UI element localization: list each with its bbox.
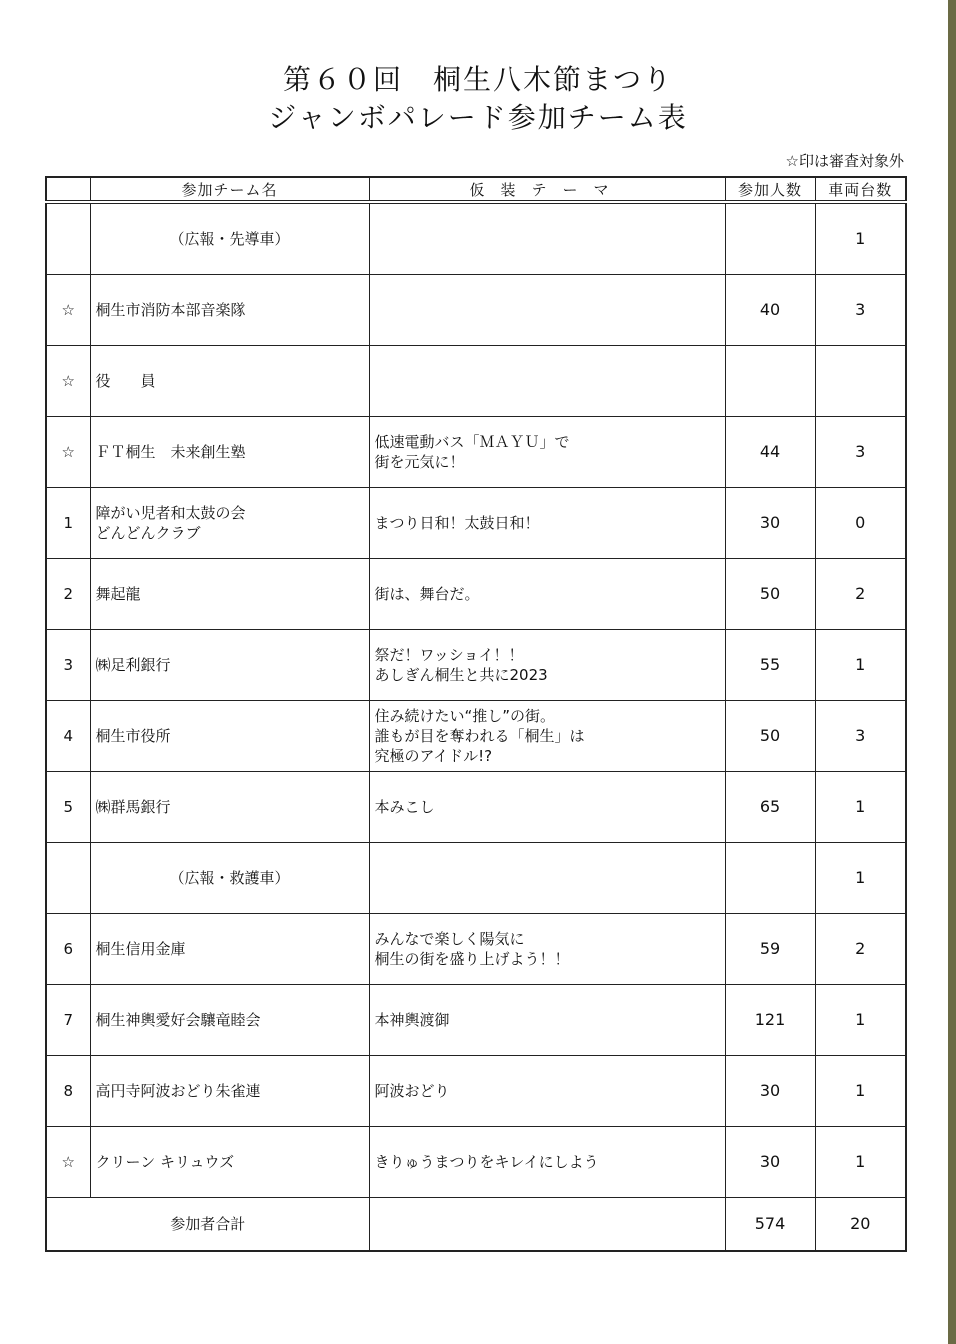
vehicle-count: 2 [815,559,906,630]
document-subtitle: ジャンボパレード参加チーム表 [268,101,688,134]
total-row [46,1198,906,1252]
team-name: 舞起龍 [90,559,369,630]
participant-count: 40 [725,275,815,346]
vehicle-count: 1 [815,202,906,275]
table-row [46,772,906,843]
table-row [46,701,906,772]
vehicle-count: 3 [815,701,906,772]
table-row [46,985,906,1056]
row-number [46,843,90,914]
team-name: 役 員 [90,346,369,417]
row-number: 4 [46,701,90,772]
costume-theme: 阿波おどり [369,1056,725,1127]
costume-theme [369,346,725,417]
row-number: 2 [46,559,90,630]
header-theme: 仮装テーマ [369,177,725,202]
costume-theme: 本みこし [369,772,725,843]
vehicle-count: 0 [815,488,906,559]
row-number: 8 [46,1056,90,1127]
costume-theme [369,202,725,275]
team-name: 高円寺阿波おどり朱雀連 [90,1056,369,1127]
team-name: ㈱群馬銀行 [90,772,369,843]
table-row [46,202,906,275]
participant-count [725,346,815,417]
table-row [46,1056,906,1127]
table-header-row [46,177,906,202]
row-number: ☆ [46,346,90,417]
vehicle-count: 1 [815,985,906,1056]
row-number: 6 [46,914,90,985]
participant-count: 30 [725,1056,815,1127]
vehicle-count: 3 [815,417,906,488]
team-name: 桐生神輿愛好会驤竜睦会 [90,985,369,1056]
row-number: 3 [46,630,90,701]
vehicle-count: 1 [815,630,906,701]
header-team: 参加チーム名 [90,177,369,202]
participant-count: 65 [725,772,815,843]
team-name: 桐生市役所 [90,701,369,772]
costume-theme: 低速電動バス「ＭＡＹＵ」で 街を元気に！ [369,417,725,488]
row-number: ☆ [46,417,90,488]
row-number: 7 [46,985,90,1056]
participant-count: 30 [725,1127,815,1198]
legend-note: ☆印は審査対象外 [785,152,904,170]
row-number [46,202,90,275]
costume-theme [369,843,725,914]
participant-count [725,843,815,914]
table-row [46,488,906,559]
participant-count [725,202,815,275]
team-table [45,176,907,1252]
table-body [46,202,906,1198]
team-name: ㈱足利銀行 [90,630,369,701]
total-label: 参加者合計 [46,1198,369,1252]
total-people: 574 [725,1198,815,1252]
table-row [46,843,906,914]
costume-theme: 祭だ！ワッショイ！！ あしぎん桐生と共に2023 [369,630,725,701]
page-edge-border [948,0,956,1344]
row-number: 1 [46,488,90,559]
team-name: 障がい児者和太鼓の会 どんどんクラブ [90,488,369,559]
table-row [46,914,906,985]
costume-theme: 本神輿渡御 [369,985,725,1056]
row-number: ☆ [46,275,90,346]
vehicle-count: 1 [815,843,906,914]
participant-count: 50 [725,559,815,630]
participant-count: 50 [725,701,815,772]
vehicle-count [815,346,906,417]
row-number: 5 [46,772,90,843]
table-row [46,275,906,346]
table-row [46,559,906,630]
header-vehicles: 車両台数 [815,177,906,202]
table-row [46,346,906,417]
vehicle-count: 3 [815,275,906,346]
participant-count: 59 [725,914,815,985]
vehicle-count: 1 [815,1056,906,1127]
costume-theme: 住み続けたい“推し”の街。 誰もが目を奪われる「桐生」は 究極のアイドル!? [369,701,725,772]
table-row [46,1127,906,1198]
participant-count: 44 [725,417,815,488]
costume-theme: まつり日和！太鼓日和！ [369,488,725,559]
participant-count: 30 [725,488,815,559]
vehicle-count: 1 [815,772,906,843]
table-row [46,630,906,701]
participant-count: 121 [725,985,815,1056]
costume-theme [369,275,725,346]
vehicle-count: 2 [815,914,906,985]
total-theme [369,1198,725,1252]
header-people: 参加人数 [725,177,815,202]
participant-count: 55 [725,630,815,701]
team-name: 桐生市消防本部音楽隊 [90,275,369,346]
total-vehicles: 20 [815,1198,906,1252]
team-name: 桐生信用金庫 [90,914,369,985]
header-no [46,177,90,202]
vehicle-count: 1 [815,1127,906,1198]
document-title: 第６０回 桐生八木節まつり [282,63,673,96]
team-name: クリーン キリュウズ [90,1127,369,1198]
team-name: ＦＴ桐生 未来創生塾 [90,417,369,488]
team-name: （広報・先導車） [90,202,369,275]
costume-theme: 街は、舞台だ。 [369,559,725,630]
costume-theme: みんなで楽しく陽気に 桐生の街を盛り上げよう！！ [369,914,725,985]
team-name: （広報・救護車） [90,843,369,914]
row-number: ☆ [46,1127,90,1198]
table-row [46,417,906,488]
costume-theme: きりゅうまつりをキレイにしよう [369,1127,725,1198]
